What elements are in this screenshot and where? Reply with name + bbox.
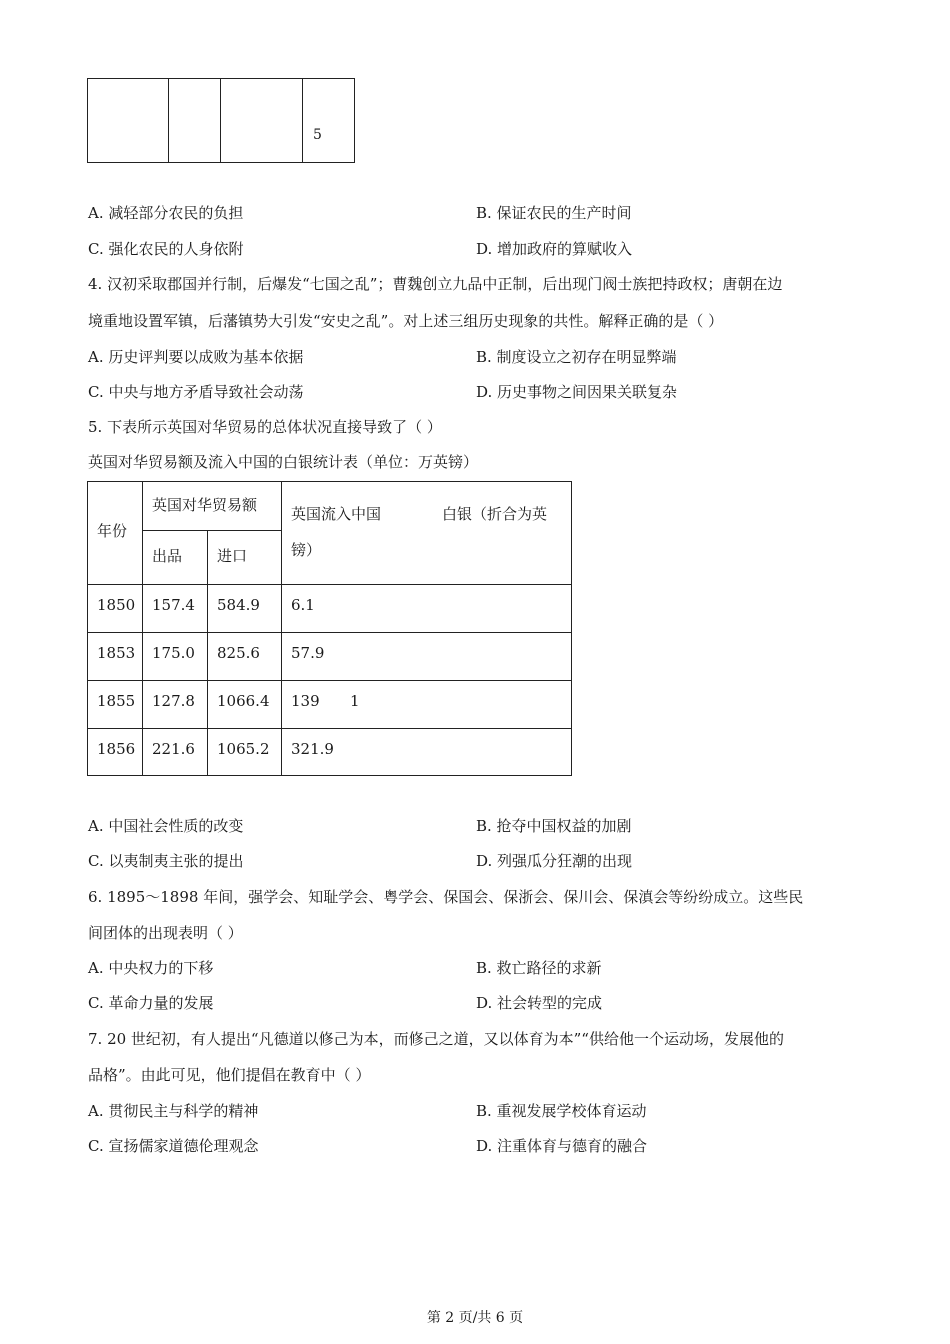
header-silver-1: 英国流入中国 [291, 505, 382, 523]
q6-option-d: D. 社会转型的完成 [476, 994, 603, 1012]
table-divider [220, 79, 221, 162]
header-trade: 英国对华贸易额 [152, 496, 258, 514]
cell-silver: 321.9 [291, 740, 334, 758]
header-import: 进口 [217, 547, 248, 565]
q7-option-b: B. 重视发展学校体育运动 [476, 1102, 647, 1120]
cell-export: 175.0 [152, 644, 195, 662]
cell-silver: 6.1 [291, 596, 315, 614]
cell-export: 127.8 [152, 692, 195, 710]
table-rule [207, 530, 208, 775]
table-rule [142, 482, 143, 775]
q5-stem: 5. 下表所示英国对华贸易的总体状况直接导致了（ ） [88, 418, 442, 436]
q7-option-c: C. 宣扬儒家道德伦理观念 [88, 1137, 259, 1155]
q4-option-c: C. 中央与地方矛盾导致社会动荡 [88, 383, 304, 401]
q3-option-b: B. 保证农民的生产时间 [476, 204, 632, 222]
header-export: 出品 [152, 547, 183, 565]
cell-import: 825.6 [217, 644, 260, 662]
table-caption: 英国对华贸易额及流入中国的白银统计表（单位：万英镑） [88, 453, 479, 471]
cell-silver: 57.9 [291, 644, 325, 662]
q6-option-b: B. 救亡路径的求新 [476, 959, 602, 977]
table-rule [88, 632, 571, 633]
table-rule [281, 482, 282, 775]
table-divider [302, 79, 303, 162]
q5-option-d: D. 列强瓜分狂潮的出现 [476, 852, 633, 870]
q6-stem-line2: 间团体的出现表明（ ） [88, 924, 243, 942]
q6-stem-line1: 6. 1895～1898 年间，强学会、知耻学会、粤学会、保国会、保浙会、保川会、保滇会等纷纷成立。这些民 [88, 888, 804, 906]
q3-option-a: A. 减轻部分农民的负担 [88, 204, 244, 222]
cell-silver: 139 [291, 692, 320, 710]
trade-table [87, 481, 572, 776]
cell-export: 221.6 [152, 740, 195, 758]
table-rule [142, 530, 282, 531]
table-divider [168, 79, 169, 162]
cell-year: 1850 [97, 596, 136, 614]
cell-silver-extra: 1 [350, 692, 360, 710]
q4-option-b: B. 制度设立之初存在明显弊端 [476, 348, 677, 366]
q7-stem-line2: 品格”。由此可见，他们提倡在教育中（ ） [88, 1066, 371, 1084]
q5-option-c: C. 以夷制夷主张的提出 [88, 852, 244, 870]
header-silver-2: 白银（折合为英 [442, 505, 548, 523]
q4-stem-line2: 境重地设置军镇，后藩镇势大引发“安史之乱”。对上述三组历史现象的共性。解释正确的是（ ） [88, 312, 724, 330]
table-cell: 5 [313, 127, 322, 143]
cell-year: 1856 [97, 740, 136, 758]
q4-stem-line1: 4. 汉初采取郡国并行制，后爆发“七国之乱”；曹魏创立九品中正制，后出现门阀士族把持政权；唐朝在边 [88, 275, 783, 293]
q7-option-a: A. 贯彻民主与科学的精神 [88, 1102, 259, 1120]
table-rule [88, 728, 571, 729]
q5-option-b: B. 抢夺中国权益的加剧 [476, 817, 632, 835]
q4-option-d: D. 历史事物之间因果关联复杂 [476, 383, 678, 401]
q7-stem-line1: 7. 20 世纪初，有人提出“凡德道以修己为本，而修己之道，又以体育为本”“供给他一个运动场，发展他的 [88, 1030, 784, 1048]
q6-option-c: C. 革命力量的发展 [88, 994, 214, 1012]
cell-year: 1855 [97, 692, 136, 710]
q3-option-d: D. 增加政府的算赋收入 [476, 240, 633, 258]
header-silver-3: 镑） [291, 541, 322, 559]
table-rule [88, 584, 571, 585]
q4-option-a: A. 历史评判要以成败为基本依据 [88, 348, 304, 366]
partial-table [87, 78, 355, 163]
cell-import: 1065.2 [217, 740, 270, 758]
header-year: 年份 [97, 522, 128, 540]
page-footer: 第 2 页/共 6 页 [426, 1310, 524, 1326]
q5-option-a: A. 中国社会性质的改变 [88, 817, 244, 835]
q3-option-c: C. 强化农民的人身依附 [88, 240, 244, 258]
cell-import: 1066.4 [217, 692, 270, 710]
cell-import: 584.9 [217, 596, 260, 614]
table-rule [88, 680, 571, 681]
cell-export: 157.4 [152, 596, 195, 614]
q7-option-d: D. 注重体育与德育的融合 [476, 1137, 648, 1155]
q6-option-a: A. 中央权力的下移 [88, 959, 214, 977]
cell-year: 1853 [97, 644, 136, 662]
